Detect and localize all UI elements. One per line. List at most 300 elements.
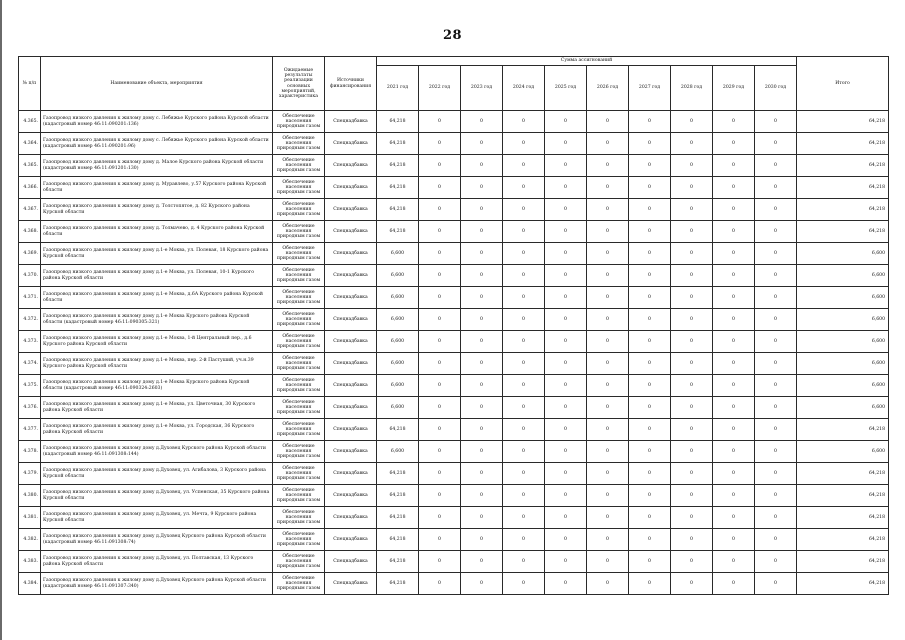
year-value: 0 <box>545 243 587 265</box>
year-value: 64,218 <box>377 485 419 507</box>
funding-source: Спецнадбавка <box>325 111 377 133</box>
funding-source: Спецнадбавка <box>325 243 377 265</box>
year-value: 0 <box>629 155 671 177</box>
year-value: 0 <box>713 375 755 397</box>
year-value: 0 <box>461 309 503 331</box>
year-value: 0 <box>629 485 671 507</box>
year-value: 0 <box>461 287 503 309</box>
year-value: 0 <box>419 397 461 419</box>
year-value: 0 <box>503 265 545 287</box>
row-total: 6,600 <box>797 353 889 375</box>
row-number: 4.381. <box>19 507 41 529</box>
funding-source: Спецнадбавка <box>325 265 377 287</box>
object-name: Газопровод низкого давления к жилому дому д.1-е Моква, ул. Цветочная, 30 Курского района Курской области <box>41 397 273 419</box>
year-value: 0 <box>545 111 587 133</box>
row-total: 6,600 <box>797 397 889 419</box>
year-value: 0 <box>671 177 713 199</box>
year-value: 0 <box>713 155 755 177</box>
year-value: 0 <box>503 287 545 309</box>
year-value: 6,600 <box>377 243 419 265</box>
year-value: 0 <box>755 353 797 375</box>
year-value: 0 <box>629 287 671 309</box>
year-value: 0 <box>503 419 545 441</box>
year-value: 0 <box>419 199 461 221</box>
expected-result: Обеспечение населения природным газом <box>273 133 325 155</box>
year-value: 0 <box>545 463 587 485</box>
year-value: 0 <box>503 155 545 177</box>
year-value: 0 <box>461 177 503 199</box>
year-value: 0 <box>671 243 713 265</box>
expected-result: Обеспечение населения природным газом <box>273 309 325 331</box>
object-name: Газопровод низкого давления к жилому дому д. Муравлево, у.57 Курского района Курской области <box>41 177 273 199</box>
row-total: 6,600 <box>797 287 889 309</box>
row-number: 4.382. <box>19 529 41 551</box>
table-row <box>19 485 889 507</box>
year-value: 0 <box>503 485 545 507</box>
funding-source: Спецнадбавка <box>325 221 377 243</box>
row-number: 4.371. <box>19 287 41 309</box>
row-total: 64,218 <box>797 573 889 595</box>
object-name: Газопровод низкого давления к жилому дому д.1-е Моква, ул. Городская, 36 Курского района Курской области <box>41 419 273 441</box>
header-year: 2021 год <box>377 66 419 111</box>
year-value: 0 <box>671 133 713 155</box>
year-value: 0 <box>629 111 671 133</box>
table-row <box>19 309 889 331</box>
table-row <box>19 353 889 375</box>
object-name: Газопровод низкого давления к жилому дому д.1-е Моква, пер. 2-й Пастуший, уч.н.39 Курского района Курской области <box>41 353 273 375</box>
funding-source: Спецнадбавка <box>325 419 377 441</box>
expected-result: Обеспечение населения природным газом <box>273 375 325 397</box>
row-total: 64,218 <box>797 155 889 177</box>
table-row <box>19 243 889 265</box>
expected-result: Обеспечение населения природным газом <box>273 463 325 485</box>
table-row <box>19 463 889 485</box>
header-year: 2025 год <box>545 66 587 111</box>
row-total: 6,600 <box>797 375 889 397</box>
row-number: 4.377. <box>19 419 41 441</box>
year-value: 0 <box>713 529 755 551</box>
table-row <box>19 177 889 199</box>
table-row <box>19 419 889 441</box>
funding-source: Спецнадбавка <box>325 375 377 397</box>
row-total: 64,218 <box>797 111 889 133</box>
year-value: 64,218 <box>377 155 419 177</box>
year-value: 0 <box>713 133 755 155</box>
year-value: 0 <box>755 309 797 331</box>
year-value: 0 <box>545 485 587 507</box>
year-value: 0 <box>419 265 461 287</box>
year-value: 0 <box>545 441 587 463</box>
table-row <box>19 287 889 309</box>
year-value: 0 <box>755 177 797 199</box>
year-value: 6,600 <box>377 441 419 463</box>
expected-result: Обеспечение населения природным газом <box>273 111 325 133</box>
year-value: 0 <box>629 551 671 573</box>
table-row <box>19 551 889 573</box>
year-value: 0 <box>629 177 671 199</box>
year-value: 6,600 <box>377 331 419 353</box>
row-number: 4.374. <box>19 353 41 375</box>
year-value: 0 <box>503 551 545 573</box>
year-value: 0 <box>419 507 461 529</box>
year-value: 0 <box>461 243 503 265</box>
year-value: 0 <box>503 309 545 331</box>
year-value: 6,600 <box>377 265 419 287</box>
header-year: 2027 год <box>629 66 671 111</box>
financing-table-sheet <box>18 56 888 595</box>
year-value: 0 <box>713 111 755 133</box>
header-total: Итого <box>797 57 889 111</box>
table-row <box>19 375 889 397</box>
year-value: 0 <box>419 353 461 375</box>
year-value: 0 <box>419 221 461 243</box>
object-name: Газопровод низкого давления к жилому дому д.Духовец, ул. Полтавская, 13 Курского района Курской области <box>41 551 273 573</box>
header-year: 2026 год <box>587 66 629 111</box>
table-row <box>19 111 889 133</box>
row-total: 6,600 <box>797 265 889 287</box>
year-value: 0 <box>713 463 755 485</box>
year-value: 0 <box>545 155 587 177</box>
year-value: 0 <box>671 507 713 529</box>
row-total: 64,218 <box>797 551 889 573</box>
row-number: 4.376. <box>19 397 41 419</box>
year-value: 0 <box>755 111 797 133</box>
year-value: 0 <box>671 375 713 397</box>
year-value: 0 <box>629 573 671 595</box>
year-value: 0 <box>419 243 461 265</box>
row-total: 64,218 <box>797 485 889 507</box>
year-value: 0 <box>629 309 671 331</box>
year-value: 0 <box>587 551 629 573</box>
year-value: 0 <box>629 243 671 265</box>
year-value: 64,218 <box>377 177 419 199</box>
year-value: 0 <box>461 133 503 155</box>
year-value: 64,218 <box>377 573 419 595</box>
row-number: 4.383. <box>19 551 41 573</box>
year-value: 0 <box>461 397 503 419</box>
year-value: 6,600 <box>377 397 419 419</box>
year-value: 0 <box>503 243 545 265</box>
object-name: Газопровод низкого давления к жилому дому д.1-е Моква Курского района Курской области (кадастровый номер 46:11:090305:321) <box>41 309 273 331</box>
funding-source: Спецнадбавка <box>325 309 377 331</box>
expected-result: Обеспечение населения природным газом <box>273 485 325 507</box>
row-total: 64,218 <box>797 507 889 529</box>
year-value: 0 <box>755 397 797 419</box>
header-num: № п/п <box>19 57 41 111</box>
year-value: 0 <box>419 485 461 507</box>
funding-source: Спецнадбавка <box>325 133 377 155</box>
year-value: 0 <box>419 551 461 573</box>
table-body <box>19 111 889 595</box>
object-name: Газопровод низкого давления к жилому дому д.Духовец, ул. Агибалова, 3 Курского района Курской области <box>41 463 273 485</box>
year-value: 0 <box>755 419 797 441</box>
year-value: 0 <box>671 529 713 551</box>
year-value: 0 <box>671 463 713 485</box>
funding-source: Спецнадбавка <box>325 463 377 485</box>
year-value: 0 <box>713 353 755 375</box>
year-value: 0 <box>671 111 713 133</box>
year-value: 0 <box>755 463 797 485</box>
year-value: 0 <box>587 309 629 331</box>
year-value: 0 <box>503 463 545 485</box>
year-value: 0 <box>629 507 671 529</box>
header-purpose: Ожидаемые результаты реализации основных мероприятий, характеристика <box>273 57 325 111</box>
year-value: 0 <box>713 573 755 595</box>
year-value: 0 <box>671 353 713 375</box>
year-value: 64,218 <box>377 463 419 485</box>
table-row <box>19 155 889 177</box>
year-value: 0 <box>503 507 545 529</box>
year-value: 0 <box>545 309 587 331</box>
table-row <box>19 441 889 463</box>
year-value: 6,600 <box>377 309 419 331</box>
row-number: 4.379. <box>19 463 41 485</box>
expected-result: Обеспечение населения природным газом <box>273 287 325 309</box>
row-total: 64,218 <box>797 177 889 199</box>
table-row <box>19 573 889 595</box>
table-row <box>19 331 889 353</box>
row-total: 6,600 <box>797 309 889 331</box>
year-value: 0 <box>713 221 755 243</box>
header-source: Источники финансирования <box>325 57 377 111</box>
year-value: 64,218 <box>377 221 419 243</box>
year-value: 0 <box>503 331 545 353</box>
expected-result: Обеспечение населения природным газом <box>273 199 325 221</box>
row-total: 64,218 <box>797 463 889 485</box>
object-name: Газопровод низкого давления к жилому дому д.1-е Моква, ул. Полевая, 10-1 Курского района Курской области <box>41 265 273 287</box>
year-value: 0 <box>545 551 587 573</box>
year-value: 0 <box>671 485 713 507</box>
year-value: 0 <box>629 133 671 155</box>
expected-result: Обеспечение населения природным газом <box>273 573 325 595</box>
funding-source: Спецнадбавка <box>325 441 377 463</box>
year-value: 0 <box>755 331 797 353</box>
year-value: 0 <box>629 353 671 375</box>
year-value: 0 <box>671 221 713 243</box>
header-year: 2023 год <box>461 66 503 111</box>
year-value: 0 <box>587 397 629 419</box>
row-total: 64,218 <box>797 133 889 155</box>
year-value: 0 <box>629 199 671 221</box>
year-value: 0 <box>419 177 461 199</box>
object-name: Газопровод низкого давления к жилому дому д.Духовец Курского района Курской области (кадастровый номер 46:11:091308:144) <box>41 441 273 463</box>
year-value: 0 <box>671 309 713 331</box>
object-name: Газопровод низкого давления к жилому дому д.Духовец, ул. Мечта, 9 Курского района Курской области <box>41 507 273 529</box>
object-name: Газопровод низкого давления к жилому дому д.Духовец, ул. Успенская, 35 Курского района Курской области <box>41 485 273 507</box>
year-value: 0 <box>587 463 629 485</box>
table-row <box>19 133 889 155</box>
row-total: 64,218 <box>797 419 889 441</box>
year-value: 0 <box>419 419 461 441</box>
year-value: 0 <box>629 375 671 397</box>
funding-source: Спецнадбавка <box>325 331 377 353</box>
year-value: 0 <box>713 485 755 507</box>
expected-result: Обеспечение населения природным газом <box>273 419 325 441</box>
year-value: 0 <box>587 133 629 155</box>
year-value: 0 <box>587 111 629 133</box>
row-number: 4.380. <box>19 485 41 507</box>
object-name: Газопровод низкого давления к жилому дому с. Лебяжье Курского района Курской области (кадастровый номер 46:11:090201:96) <box>41 133 273 155</box>
year-value: 0 <box>545 265 587 287</box>
year-value: 0 <box>587 265 629 287</box>
table-row <box>19 397 889 419</box>
row-number: 4.368. <box>19 221 41 243</box>
object-name: Газопровод низкого давления к жилому дому д.1-е Моква Курского района Курской области (кадастровый номер 46:11:090324:2603) <box>41 375 273 397</box>
year-value: 0 <box>419 133 461 155</box>
year-value: 0 <box>755 221 797 243</box>
year-value: 0 <box>755 199 797 221</box>
row-number: 4.384. <box>19 573 41 595</box>
year-value: 0 <box>755 133 797 155</box>
year-value: 0 <box>419 111 461 133</box>
year-value: 0 <box>755 375 797 397</box>
object-name: Газопровод низкого давления к жилому дому д. Толмачево, д. 4 Курского района Курской области <box>41 221 273 243</box>
object-name: Газопровод низкого давления к жилому дому д.1-е Моква, 1-й Центральный пер., д.6 Курского района Курской области <box>41 331 273 353</box>
row-number: 4.372. <box>19 309 41 331</box>
year-value: 0 <box>461 529 503 551</box>
year-value: 6,600 <box>377 287 419 309</box>
row-number: 4.375. <box>19 375 41 397</box>
year-value: 0 <box>503 441 545 463</box>
year-value: 0 <box>461 507 503 529</box>
funding-source: Спецнадбавка <box>325 485 377 507</box>
row-total: 6,600 <box>797 243 889 265</box>
year-value: 0 <box>461 551 503 573</box>
funding-source: Спецнадбавка <box>325 529 377 551</box>
year-value: 0 <box>755 155 797 177</box>
year-value: 0 <box>755 529 797 551</box>
funding-source: Спецнадбавка <box>325 573 377 595</box>
year-value: 0 <box>461 485 503 507</box>
year-value: 64,218 <box>377 529 419 551</box>
year-value: 0 <box>671 397 713 419</box>
year-value: 0 <box>461 353 503 375</box>
year-value: 0 <box>419 441 461 463</box>
year-value: 0 <box>587 199 629 221</box>
year-value: 0 <box>419 155 461 177</box>
year-value: 0 <box>545 397 587 419</box>
row-number: 4.369. <box>19 243 41 265</box>
year-value: 0 <box>545 221 587 243</box>
row-number: 4.370. <box>19 265 41 287</box>
year-value: 0 <box>503 529 545 551</box>
header-year: 2024 год <box>503 66 545 111</box>
year-value: 0 <box>419 331 461 353</box>
year-value: 0 <box>713 331 755 353</box>
table-row <box>19 507 889 529</box>
year-value: 0 <box>503 375 545 397</box>
year-value: 0 <box>461 111 503 133</box>
year-value: 0 <box>461 375 503 397</box>
year-value: 64,218 <box>377 133 419 155</box>
year-value: 64,218 <box>377 199 419 221</box>
year-value: 0 <box>587 243 629 265</box>
year-value: 0 <box>713 397 755 419</box>
year-value: 0 <box>545 375 587 397</box>
year-value: 0 <box>461 199 503 221</box>
row-number: 4.365. <box>19 111 41 133</box>
year-value: 0 <box>587 353 629 375</box>
expected-result: Обеспечение населения природным газом <box>273 243 325 265</box>
year-value: 0 <box>755 441 797 463</box>
year-value: 0 <box>713 419 755 441</box>
year-value: 64,218 <box>377 551 419 573</box>
funding-source: Спецнадбавка <box>325 507 377 529</box>
year-value: 0 <box>503 199 545 221</box>
year-value: 0 <box>419 573 461 595</box>
expected-result: Обеспечение населения природным газом <box>273 353 325 375</box>
object-name: Газопровод низкого давления к жилому дому с. Лебяжье Курского района Курской области (кадастровый номер 46:11:090201:136) <box>41 111 273 133</box>
year-value: 0 <box>671 199 713 221</box>
funding-source: Спецнадбавка <box>325 353 377 375</box>
row-total: 64,218 <box>797 221 889 243</box>
year-value: 0 <box>503 397 545 419</box>
year-value: 0 <box>755 485 797 507</box>
expected-result: Обеспечение населения природным газом <box>273 265 325 287</box>
year-value: 0 <box>419 309 461 331</box>
row-number: 4.367. <box>19 199 41 221</box>
object-name: Газопровод низкого давления к жилому дому д.1-е Моква, д.6А Курского района Курской области <box>41 287 273 309</box>
year-value: 0 <box>671 287 713 309</box>
year-value: 0 <box>461 155 503 177</box>
header-year: 2030 год <box>755 66 797 111</box>
row-number: 4.364. <box>19 133 41 155</box>
header-name: Наименование объекта, мероприятия <box>41 57 273 111</box>
year-value: 0 <box>545 199 587 221</box>
year-value: 0 <box>629 331 671 353</box>
year-value: 64,218 <box>377 111 419 133</box>
row-total: 64,218 <box>797 529 889 551</box>
year-value: 0 <box>545 331 587 353</box>
year-value: 0 <box>629 265 671 287</box>
year-value: 0 <box>713 287 755 309</box>
row-number: 4.378. <box>19 441 41 463</box>
year-value: 0 <box>587 507 629 529</box>
expected-result: Обеспечение населения природным газом <box>273 551 325 573</box>
year-value: 0 <box>587 375 629 397</box>
year-value: 0 <box>461 441 503 463</box>
year-value: 0 <box>545 419 587 441</box>
year-value: 0 <box>587 441 629 463</box>
year-value: 0 <box>587 177 629 199</box>
header-year: 2029 год <box>713 66 755 111</box>
year-value: 0 <box>545 287 587 309</box>
year-value: 0 <box>671 573 713 595</box>
year-value: 6,600 <box>377 353 419 375</box>
row-total: 6,600 <box>797 441 889 463</box>
year-value: 0 <box>587 155 629 177</box>
header-year: 2028 год <box>671 66 713 111</box>
header-years-group: Сумма ассигнований <box>377 57 797 66</box>
year-value: 0 <box>587 287 629 309</box>
row-number: 4.365. <box>19 155 41 177</box>
expected-result: Обеспечение населения природным газом <box>273 529 325 551</box>
year-value: 0 <box>503 111 545 133</box>
year-value: 0 <box>713 265 755 287</box>
year-value: 0 <box>419 463 461 485</box>
year-value: 0 <box>545 507 587 529</box>
year-value: 0 <box>671 265 713 287</box>
header-year: 2022 год <box>419 66 461 111</box>
row-total: 6,600 <box>797 331 889 353</box>
year-value: 0 <box>755 507 797 529</box>
year-value: 0 <box>587 529 629 551</box>
year-value: 0 <box>545 133 587 155</box>
table-row <box>19 529 889 551</box>
funding-source: Спецнадбавка <box>325 287 377 309</box>
year-value: 0 <box>587 331 629 353</box>
year-value: 0 <box>419 375 461 397</box>
